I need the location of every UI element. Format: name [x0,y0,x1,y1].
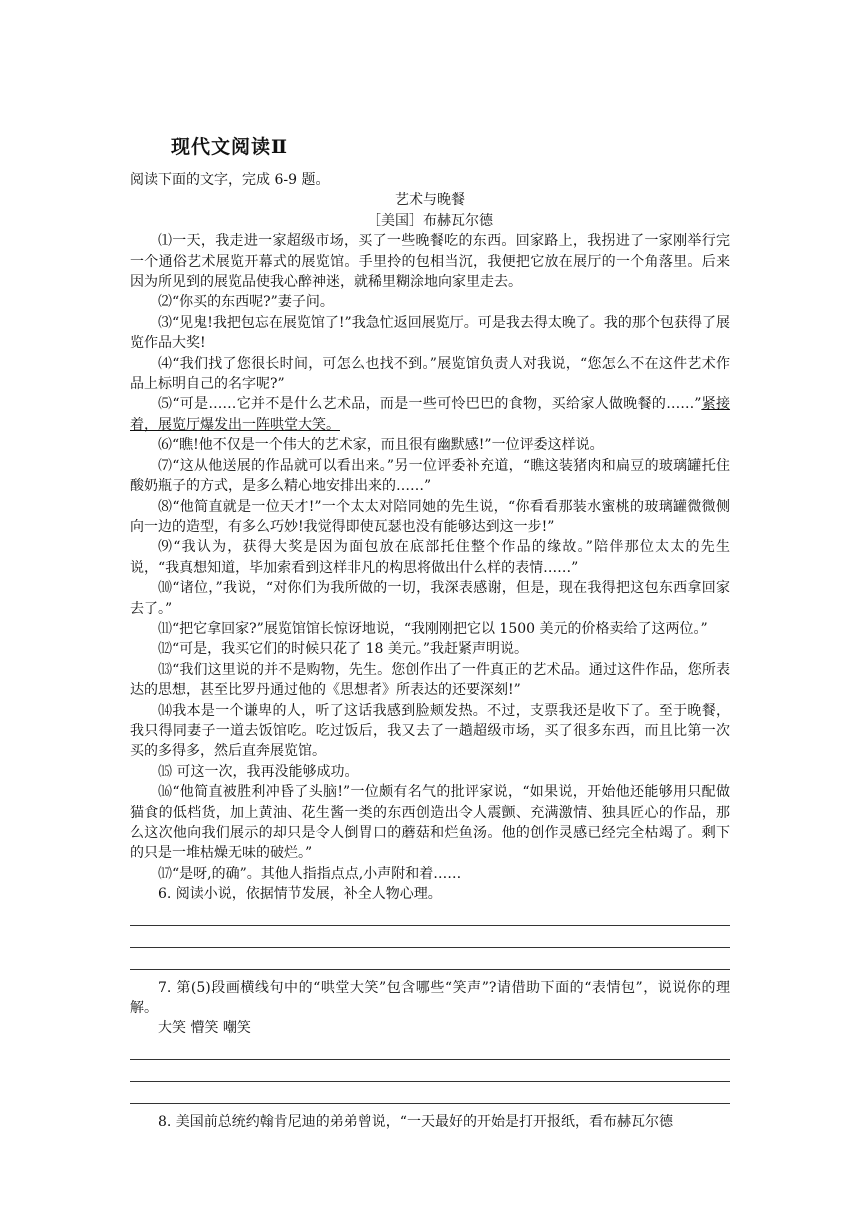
emoji-options: 大笑 懵笑 嘲笑 [158,1020,251,1037]
paragraph-10: ⑽“诸位，”我说，“对你们为我所做的一切，我深表感谢，但是，现在我得把这包东西拿回家去了。” [130,580,730,617]
paragraph-4: ⑷“我们找了您很长时间，可怎么也找不到。”展览馆负责人对我说，“您怎么不在这件艺术作品上标明自己的名字呢?” [130,355,730,393]
paragraph-15: ⒂ 可这一次，我再没能够成功。 [158,763,359,780]
paragraph-6: ⑹“瞧!他不仅是一个伟大的艺术家，而且很有幽默感!”一位评委这样说。 [158,437,604,454]
content-body [130,170,730,1132]
paragraph-14: ⒁我本是一个谦卑的人，听了这话我感到脸颊发热。不过，支票我还是收下了。至于晚餐，我只得同妻子一道去饭馆吃。吃过饭后，我又去了一趟超级市场，买了很多东西，而且比第一次买的多得多，然后直奔展览馆。 [130,702,730,760]
paragraph-5 [130,394,730,435]
paragraph-11: ⑾“把它拿回家?”展览馆馆长惊讶地说，“我刚刚把它以 1500 美元的价格卖给了这两位。” [158,620,708,637]
paragraph-17: ⒄“是呀,的确”。其他人指指点点,小声附和着…… [158,865,462,882]
paragraph-12: ⑿“可是，我买它们的时候只花了 18 美元。”我赶紧声明说。 [158,641,529,658]
paragraph-2: ⑵“你买的东西呢?”妻子问。 [158,294,334,311]
paragraph-13: ⒀“我们这里说的并不是购物，先生。您创作出了一件真正的艺术品。通过这件作品，您所表达的思想，甚至比罗丹通过他的《思想者》所表达的还要深刻!” [130,661,730,699]
paragraph-5-text: ⑸“可是……它并不是什么艺术品，而是一些可怜巴巴的食物，买给家人做晚餐的……” [158,396,702,413]
question-8: 8. 美国前总统约翰肯尼迪的弟弟曾说，“一天最好的开始是打开报纸，看布赫瓦尔德 [158,1113,673,1130]
section-title: 现代文阅读Ⅱ [171,136,289,158]
instruction-text: 阅读下面的文字，完成 6-9 题。 [130,172,330,188]
paragraph-8: ⑻“他简直就是一位天才!”一个太太对陪同她的先生说，“你看看那装水蜜桃的玻璃罐微微侧向一边的造型，有多么巧妙!我觉得即使瓦瑟也没有能够达到这一步!” [130,498,730,535]
paragraph-3: ⑶“见鬼!我把包忘在展览馆了!”我急忙返回展览厅。可是我去得太晚了。我的那个包获得了展览作品大奖! [130,314,730,352]
article-author: ［美国］布赫瓦尔德 [367,212,493,229]
paragraph-9: ⑼“我认为，获得大奖是因为面包放在底部托住整个作品的缘故。”陪伴那位太太的先生说，“我真想知道，毕加索看到这样非凡的构思将做出什么样的表情……” [130,539,730,576]
underlined-sentence: 紧接着，展览厅爆发出一阵哄堂大笑。 [130,396,731,433]
article-title: 艺术与晚餐 [395,192,465,209]
paragraph-7: ⑺“这从他送展的作品就可以看出来。”另一位评委补充道，“瞧这装猪肉和扁豆的玻璃罐托住酸奶瓶子的方式，是多么精心地安排出来的……” [130,457,730,495]
question-7: 7. 第(5)段画横线句中的“哄堂大笑”包含哪些“笑声”?请借助下面的“表情包”，说说你的理解。 [130,979,730,1017]
question-6: 6. 阅读小说，依据情节发展，补全人物心理。 [158,886,442,903]
paragraph-1: ⑴一天，我走进一家超级市场，买了一些晚餐吃的东西。回家路上，我拐进了一家刚举行完一个通俗艺术展览开幕式的展览馆。手里拎的包相当沉，我便把它放在展厅的一个角落里。后来因为所见到的展览品使我心醉神迷，就稀里糊涂地向家里走去。 [130,233,730,291]
paragraph-16: ⒃“他简直被胜利冲昏了头脑!”一位颇有名气的批评家说，“如果说，开始他还能够用只配做猫食的低档货，加上黄油、花生酱一类的东西创造出令人震颤、充满激情、独具匠心的作品，那么这次他向我们展示的却只是令人倒胃口的蘑菇和烂鱼汤。他的创作灵感已经完全枯竭了。剩下的只是一堆枯燥无味的破烂。” [130,784,730,862]
